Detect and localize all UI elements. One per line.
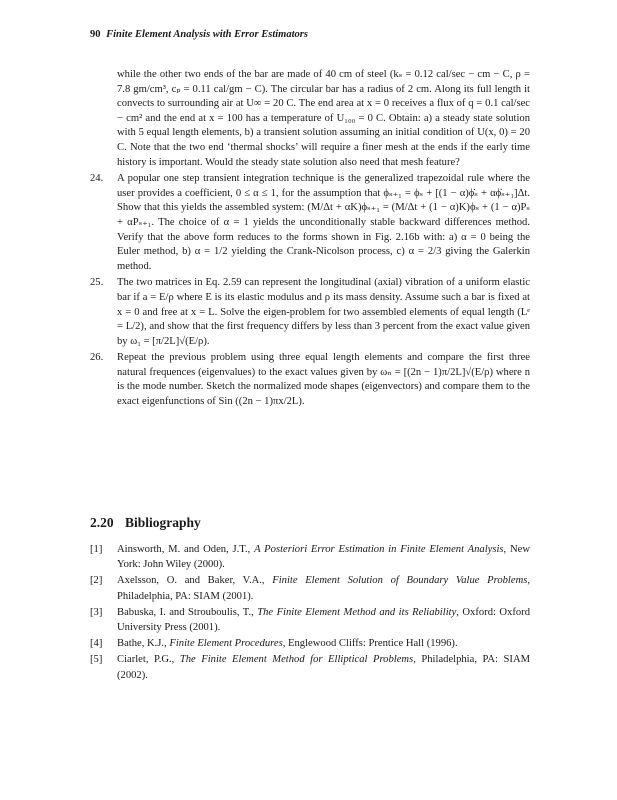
reference-title: A Posteriori Error Estimation in Finite Element Analysis (254, 544, 504, 555)
reference-publisher: , Philadelphia, PA: SIAM (2002). (117, 654, 531, 681)
reference-publisher: , New York: John Wiley (2000). (117, 544, 530, 571)
problem-number: 24. (90, 173, 104, 185)
reference-number: [1] (90, 544, 103, 555)
problem-23-continuation: while the other two ends of the bar are made of 40 cm of steel (kₛ = 0.12 cal/sec − cm − C, ρ = 7.8 gm/cm³, cₚ = 0.11 cal/gm − C). The circular bar has a radius of 2 cm. Along its full length it convects to surrounding air at U∞ = 20 C. The end area at x = 0 receives a flux of q = 0.1 cal/sec − cm² and the end at x = 100 has a temperature of U₁₀₀ = 0 C. Obtain: a) a steady state solution with 5 equal length elements, b) a transient solution assuming an initial condition of U(x, 0) = 20 C. Note that the two end ‘thermal shocks’ will require a finer mesh at the ends if the early time history is important. Would the steady state solution also need that mesh feature? (117, 69, 530, 168)
problem-number: 26. (90, 352, 104, 364)
running-header (90, 29, 308, 40)
reference-authors: Babuska, I. and Strouboulis, T., (117, 606, 258, 618)
reference-item (90, 652, 530, 682)
reference-publisher: , Oxford: Oxford University Press (2001). (117, 606, 530, 634)
reference-title: The Finite Element Method for Elliptical Problems (179, 654, 414, 666)
reference-number: [4] (90, 638, 103, 650)
reference-publisher: , Englewood Cliffs: Prentice Hall (1996). (282, 638, 458, 650)
problem-text: A popular one step transient integration technique is the generalized trapezoidal rule where the user provides a coefficient, 0 ≤ α ≤ 1, for the assumption that ϕₛ₊₁ = ϕₛ + [(1 − α)ϕ̇ₛ + αϕ̇ₛ₊₁]Δt. Show that this yields the assembled system: (M/Δt + αK)ϕₛ₊₁ = (M/Δt + (1 − α)K)ϕₛ + (1 − α)Pₛ + αPₛ₊₁. The choice of α = 1 yields the unconditionally stable backward differences method. Verify that the above form reduces to the forms shown in Fig. 2.16b with: a) α = 0 being the Euler method, b) α = 1/2 yielding the Crank-Nicolson process, c) α = 2/3 giving the Galerkin method. (117, 173, 530, 272)
running-title: Finite Element Analysis with Error Estimators (106, 29, 308, 40)
reference-title: Finite Element Solution of Boundary Value Problems (272, 575, 528, 587)
reference-title: Finite Element Procedures (169, 638, 283, 650)
reference-authors: Ainsworth, M. and Oden, J.T., (117, 544, 255, 555)
page-number: 90 (90, 29, 101, 40)
reference-authors: Bathe, K.J., (117, 638, 170, 650)
reference-item (90, 605, 530, 635)
problem-text: Repeat the previous problem using three equal length elements and compare the first three natural frequences (eigenvalues) to the exact values given by ωₙ = [(2n − 1)π/2L]√(E/ρ) where n is the mode number. Sketch the normalized mode shapes (eigenvectors) and compare them to the exact eigenfunctions of Sin ((2n − 1)πx/2L). (117, 352, 530, 408)
reference-publisher: , Philadelphia, PA: SIAM (2001). (117, 575, 531, 602)
section-number: 2.20 (90, 515, 114, 530)
reference-authors: Axelsson, O. and Baker, V.A., (117, 575, 273, 587)
reference-number: [2] (90, 575, 103, 587)
exercise-list (90, 68, 530, 410)
problem-25 (90, 276, 530, 349)
bibliography (90, 541, 530, 683)
problem-number: 25. (90, 277, 104, 289)
reference-item (90, 542, 530, 572)
reference-number: [3] (90, 606, 103, 618)
section-heading (90, 515, 201, 531)
problem-26 (90, 351, 530, 409)
reference-number: [5] (90, 654, 103, 666)
section-title: Bibliography (125, 515, 201, 530)
problem-24 (90, 172, 530, 274)
problem-text: The two matrices in Eq. 2.59 can represent the longitudinal (axial) vibration of a uniform elastic bar if a = E/ρ where E is its elastic modulus and ρ its mass density. Assume such a bar is fixed at x = 0 and free at x = L. Solve the eigen-problem for two assembled elements of equal length (Lᵉ = L/2), and show that the first frequency differs by less than 3 percent from the exact value given by ω₁ = [π/2L]√(E/ρ). (117, 277, 530, 347)
reference-authors: Ciarlet, P.G., (117, 654, 180, 666)
reference-item (90, 636, 530, 651)
reference-title: The Finite Element Method and its Reliability (257, 606, 457, 618)
reference-item (90, 573, 530, 603)
